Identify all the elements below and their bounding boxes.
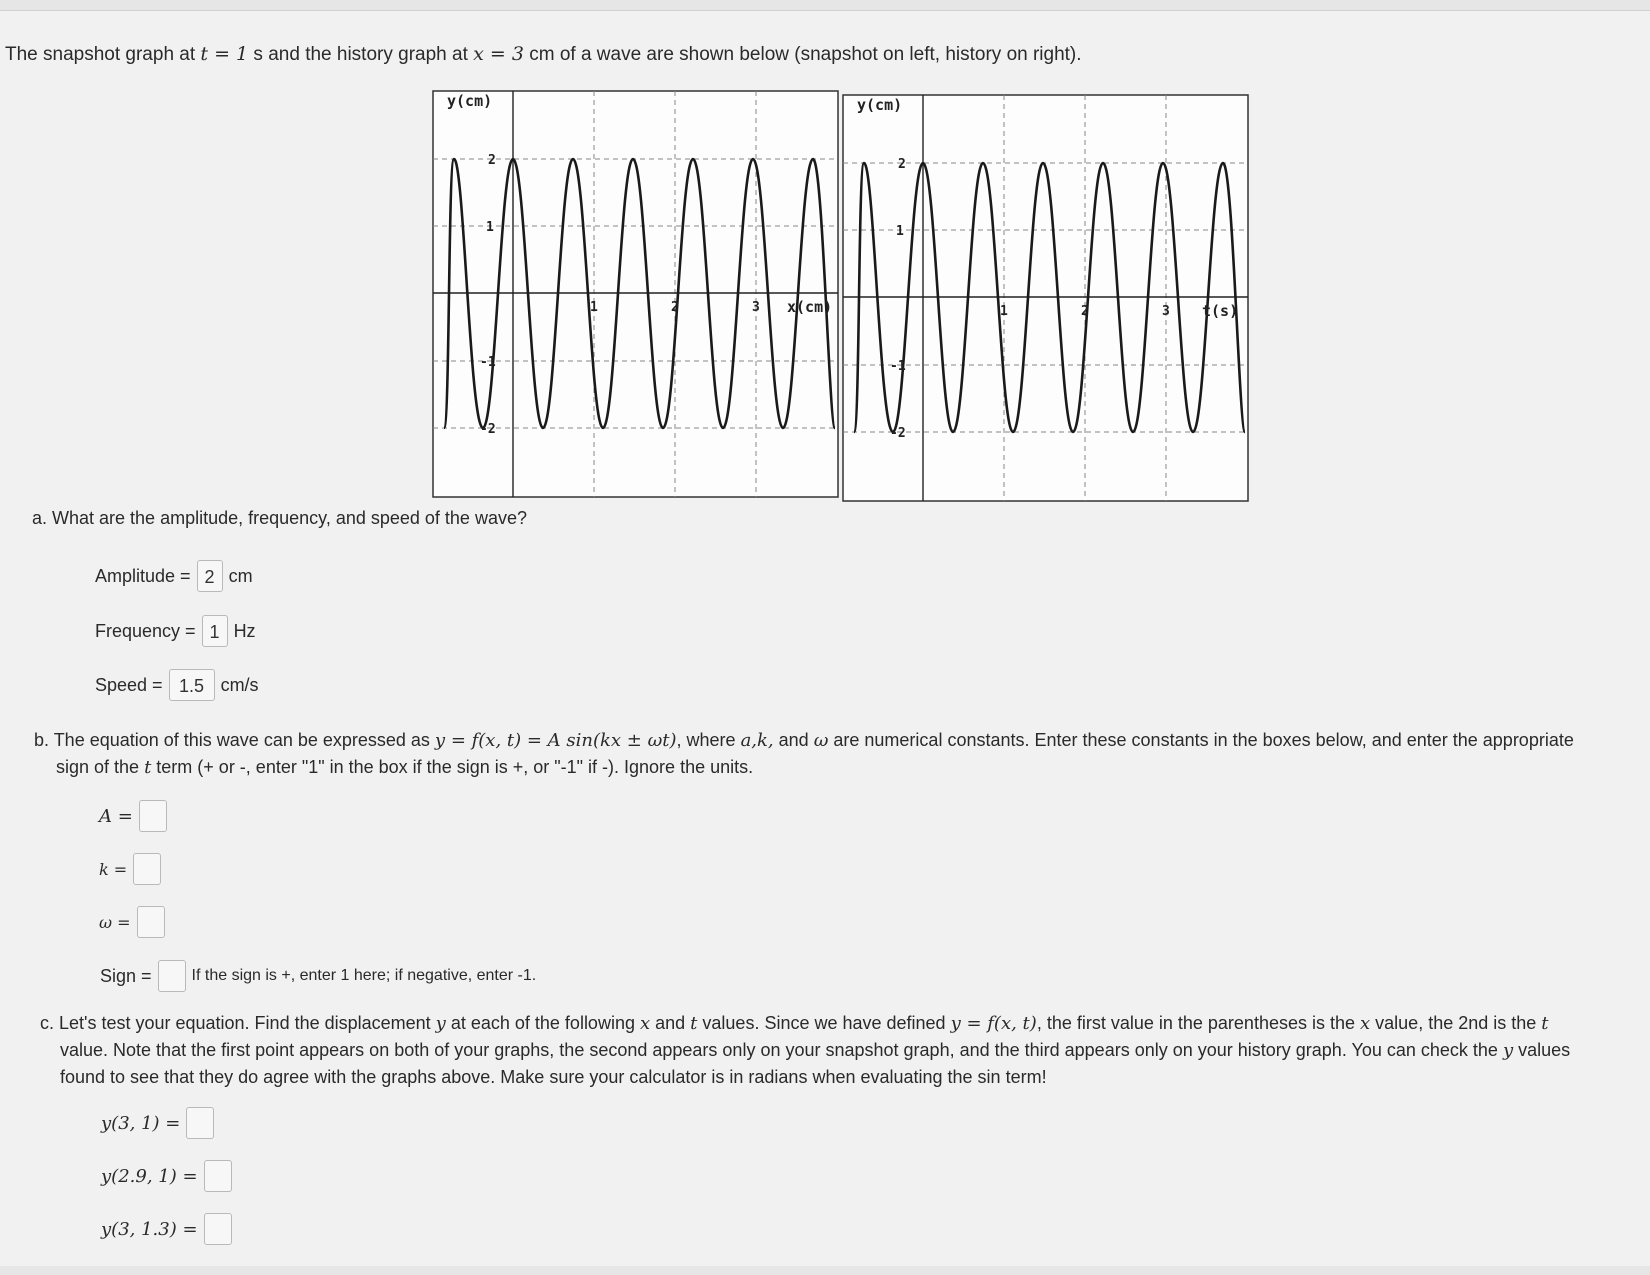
part-c-question [40, 1010, 1645, 1091]
intro-text [5, 43, 1082, 66]
part-c-line-3: found to see that they do agree with the graphs above. Make sure your calculator is in radians when evaluating the sin term! [60, 1067, 1047, 1087]
text-run: , the first value in the parentheses is the [1036, 1013, 1360, 1033]
frequency-input[interactable]: 1 [202, 615, 228, 647]
text-run: value, the 2nd is the [1370, 1013, 1542, 1033]
point-2-row [101, 1160, 238, 1192]
tick-label: 1 [590, 300, 598, 315]
constants-symbols: a,k, [740, 730, 774, 751]
tick-label: 2 [1081, 304, 1089, 319]
t-symbol: t [690, 1013, 698, 1034]
amplitude-row [95, 560, 253, 592]
intro-time: t = 1 [200, 43, 249, 65]
text-run: sign of the [56, 757, 145, 777]
point-3-label: y(3, 1.3) = [101, 1218, 198, 1240]
amplitude-label: Amplitude = [95, 565, 191, 586]
point-2-label: y(2.9, 1) = [101, 1165, 198, 1187]
speed-unit: cm/s [220, 674, 259, 695]
amplitude-unit: cm [228, 565, 253, 586]
omega-label: ω = [99, 912, 131, 932]
part-c-line-1 [40, 1010, 1645, 1037]
sign-label: Sign = [100, 965, 152, 986]
x-symbol: x [639, 1013, 651, 1034]
text-run: values. Since we have defined [697, 1013, 951, 1033]
part-b-question [34, 727, 1644, 781]
frequency-unit: Hz [233, 620, 256, 641]
text-run: and [650, 1013, 691, 1033]
A-input[interactable] [139, 800, 167, 832]
intro-part: The snapshot graph at [5, 44, 201, 65]
graphs-svg [432, 90, 1252, 502]
tick-label: 2 [488, 153, 496, 168]
tick-label: 3 [752, 300, 760, 315]
tick-label: -1 [890, 359, 906, 374]
tick-label: 2 [671, 300, 679, 315]
snapshot-y-label: y(cm) [447, 92, 493, 110]
tick-label: -2 [480, 422, 496, 437]
amplitude-input[interactable]: 2 [197, 560, 223, 592]
A-row [99, 800, 173, 832]
point-2-input[interactable] [204, 1160, 232, 1192]
t-symbol: t [1541, 1013, 1549, 1034]
text-run: at each of the following [445, 1013, 640, 1033]
text-run: c. Let's test your equation. Find the displacement [40, 1013, 436, 1033]
omega-row [99, 906, 171, 938]
part-a-question: a. What are the amplitude, frequency, and speed of the wave? [32, 508, 527, 528]
speed-row [95, 669, 259, 701]
history-graph [843, 95, 1248, 501]
part-c-line-2 [40, 1037, 1645, 1064]
tick-label: -1 [480, 355, 496, 370]
omega-symbol: ω [813, 730, 829, 751]
intro-part: s and the history graph at [248, 44, 474, 65]
part-b-line-2 [34, 754, 1644, 781]
k-input[interactable] [133, 853, 161, 885]
frequency-row [95, 615, 256, 647]
point-1-input[interactable] [186, 1107, 214, 1139]
k-row [99, 853, 167, 885]
text-run: values [1513, 1040, 1571, 1060]
function-definition: y = f(x, t) [950, 1013, 1037, 1034]
tick-label: 2 [898, 157, 906, 172]
y-symbol: y [1502, 1040, 1514, 1061]
intro-position: x = 3 [473, 43, 524, 65]
k-label: k = [99, 859, 128, 879]
text-run: value. Note that the first point appears on both of your graphs, the second appears only on your snapshot graph, and the third appears only on your history graph. You can check the [60, 1040, 1498, 1060]
omega-input[interactable] [137, 906, 165, 938]
point-3-input[interactable] [204, 1213, 232, 1245]
sign-hint: If the sign is +, enter 1 here; if negative, enter -1. [191, 967, 537, 984]
tick-label: -2 [890, 426, 906, 441]
history-y-label: y(cm) [857, 96, 903, 114]
A-label: A = [99, 805, 133, 827]
point-1-label: y(3, 1) = [101, 1112, 181, 1134]
tick-label: 1 [896, 224, 904, 239]
text-run: term (+ or -, enter "1" in the box if the sign is +, or "-1" if -). Ignore the units. [151, 757, 754, 777]
part-b-line-1 [34, 727, 1644, 754]
snapshot-x-label: x(cm) [787, 298, 833, 316]
wave-equation: y = f(x, t) = A sin(kx ± ωt) [434, 730, 677, 751]
intro-part: cm of a wave are shown below (snapshot on left, history on right). [523, 44, 1082, 65]
tick-label: 3 [1162, 304, 1170, 319]
speed-input[interactable]: 1.5 [169, 669, 215, 701]
sign-input[interactable] [158, 960, 186, 992]
x-symbol: x [1360, 1013, 1371, 1034]
tick-label: 1 [486, 220, 494, 235]
text-run: are numerical constants. Enter these constants in the boxes below, and enter the appropriate [828, 730, 1574, 750]
page [0, 10, 1650, 1266]
snapshot-graph [433, 91, 838, 497]
history-x-label: t(s) [1202, 302, 1239, 320]
frequency-label: Frequency = [95, 620, 196, 641]
text-run: , where [676, 730, 741, 750]
text-run: b. The equation of this wave can be expressed as [34, 730, 435, 750]
wave-graphs [432, 90, 1252, 502]
tick-label: 1 [1000, 304, 1008, 319]
point-1-row [101, 1107, 220, 1139]
sign-row [100, 960, 536, 992]
t-symbol: t [144, 757, 152, 778]
text-run: and [773, 730, 814, 750]
speed-label: Speed = [95, 674, 163, 695]
point-3-row [101, 1213, 238, 1245]
y-symbol: y [435, 1013, 446, 1034]
